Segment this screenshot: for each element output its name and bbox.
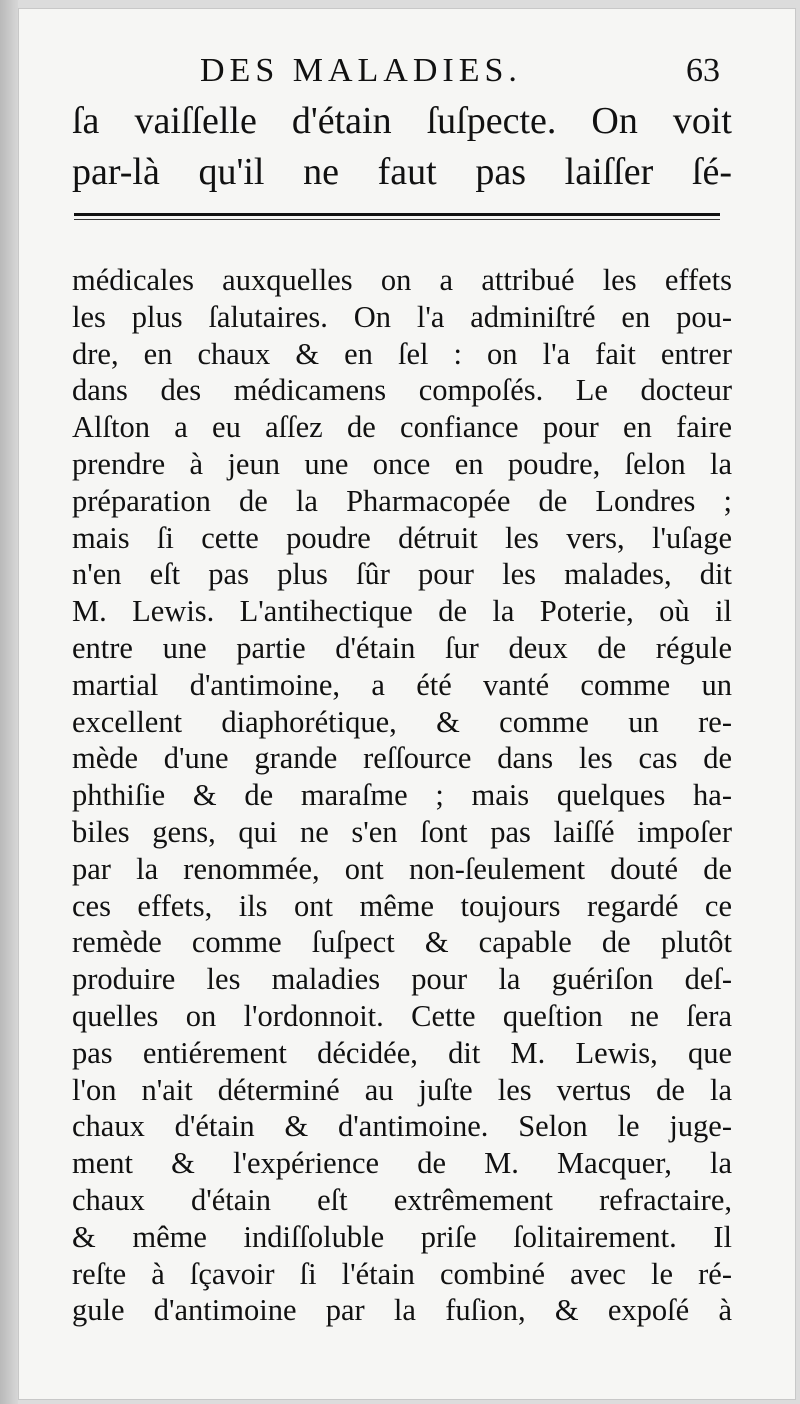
text-line: entre une partie d'étain ſur deux de régule [72,630,732,665]
text-line: par-là qu'il ne faut pas laiſſer ſé- [72,151,732,193]
text-line: remède comme ſuſpect & capable de plutôt [72,925,732,960]
text-line: dans des médicamens compoſés. Le docteur [72,373,732,408]
body-text [72,262,732,1329]
text-line: médicales auxquelles on a attribué les effets [72,263,732,297]
text-line: pas entiérement décidée, dit M. Lewis, que [72,1035,732,1070]
text-line: chaux d'étain & d'antimoine. Selon le juge- [72,1109,732,1144]
text-line: M. Lewis. L'antihectique de la Poterie, où il [72,594,732,629]
text-line: excellent diaphorétique, & comme un re- [72,704,732,739]
text-line: biles gens, qui ne s'en ſont pas laiſſé impoſer [72,814,732,849]
text-line: préparation de la Pharmacopée de Londres ; [72,483,732,518]
text-line: mède d'une grande reſſource dans les cas de [72,741,732,776]
section-rule [74,213,720,216]
text-line: dre, en chaux & en ſel : on l'a fait entrer [72,336,732,371]
carryover-text [72,96,732,198]
running-head: DES MALADIES. [200,52,522,89]
page-gutter-shadow [0,0,18,1404]
text-line: prendre à jeun une once en poudre, ſelon la [72,446,732,481]
text-line: mais ſi cette poudre détruit les vers, l'uſage [72,520,732,555]
text-line: martial d'antimoine, a été vanté comme un [72,667,732,702]
page-number: 63 [686,52,720,89]
text-line: les plus ſalutaires. On l'a adminiſtré en pou- [72,299,732,334]
text-line: phthiſie & de maraſme ; mais quelques ha- [72,778,732,813]
text-line: chaux d'étain eſt extrêmement refractaire, [72,1182,732,1217]
text-line: & même indiſſoluble priſe ſolitairement. Il [72,1219,732,1254]
section-rule-thin [74,219,720,220]
text-line: ſa vaiſſelle d'étain ſuſpecte. On voit [72,100,732,142]
text-line: ces effets, ils ont même toujours regardé ce [72,888,732,923]
text-line: par la renommée, ont non-ſeulement douté de [72,851,732,886]
text-line: ment & l'expérience de M. Macquer, la [72,1146,732,1181]
text-line: reſte à ſçavoir ſi l'étain combiné avec le ré- [72,1256,732,1291]
text-line: quelles on l'ordonnoit. Cette queſtion ne ſera [72,998,732,1033]
page-header [200,52,720,98]
text-line: l'on n'ait déterminé au juſte les vertus de la [72,1072,732,1107]
text-line: n'en eſt pas plus ſûr pour les malades, dit [72,557,732,592]
text-line: Alſton a eu aſſez de confiance pour en faire [72,410,732,445]
text-line: gule d'antimoine par la fuſion, & expoſé à [72,1293,732,1328]
text-line: produire les maladies pour la guériſon deſ- [72,962,732,997]
